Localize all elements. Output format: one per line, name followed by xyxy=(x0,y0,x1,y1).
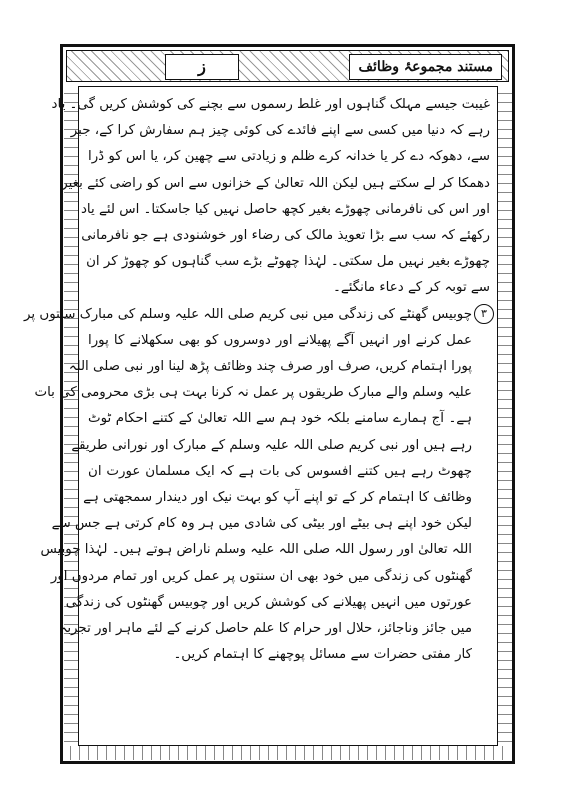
page-header xyxy=(66,50,509,82)
item-number-badge: ۳ xyxy=(474,304,494,324)
text-line: وظائف کا اہتمام کر کے تو اپنے آپ کو بہت نیک اور دیندار سمجھتی ہے xyxy=(83,490,472,506)
paragraph-2 xyxy=(24,302,490,669)
text-line: سے توبہ کر کے دعاء مانگئے۔ xyxy=(333,280,490,296)
text-line: عورتوں میں انہیں پھیلانے کی کوشش کریں اور چوبیس گھنٹوں کی زندگی xyxy=(65,594,472,610)
book-title: مستند مجموعۂ وظائف xyxy=(349,54,502,80)
text-line: ہے۔ آج ہمارے سامنے بلکہ خود ہم سے اللہ تعالیٰ کے کتنے احکام ٹوٹ xyxy=(88,411,472,427)
text-line: غیبت جیسے مہلک گناہوں اور غلط رسموں سے بچنے کی کوشش کریں گی۔ یاد xyxy=(51,97,490,112)
text-line: چھوڑے بغیر نہیں مل سکتی۔ لہٰذا چھوٹے بڑے سب گناہوں کو چھوڑ کر ان xyxy=(86,254,490,270)
text-line: کار مفتی حضرات سے مسائل پوچھنے کا اہتمام کریں۔ xyxy=(173,647,472,663)
text-line: علیہ وسلم والے مبارک طریقوں پر عمل نہ کرنا بہت ہی بڑی محرومی کی بات xyxy=(34,385,472,401)
text-line: سے، دھوکہ دے کر یا خدانہ کرے ظلم و زیادتی سے چھین کر، یا اس کو ڈرا xyxy=(88,149,490,165)
text-line: رہے ہیں اور نبی کریم صلی اللہ علیہ وسلم کے مبارک اور نورانی طریقے xyxy=(71,437,472,453)
border-ornament-bottom xyxy=(66,746,509,760)
border-ornament-right xyxy=(498,86,512,746)
text-line: اور اس کی نافرمانی چھوڑے بغیر کچھ حاصل نہیں کیا جاسکتا۔ اس لئے یاد xyxy=(80,201,490,217)
page-body xyxy=(24,92,490,742)
page-letter: ز xyxy=(165,54,239,80)
text-line: پورا اہتمام کریں، صرف اور صرف چند وظائف پڑھ لینا اور نبی صلی اللہ xyxy=(68,359,472,375)
text-line: چوبیس گھنٹے کی زندگی میں نبی کریم صلی اللہ علیہ وسلم کی مبارک سنتوں پر xyxy=(24,306,472,322)
text-line: رہے کہ دنیا میں کسی سے اپنے فائدے کی کوئی چیز ہم سفارش کرا کے، جبر xyxy=(70,123,490,139)
text-line: عمل کرنے اور انہیں آگے پھیلانے اور دوسروں کو بھی سکھلانے کا پورا xyxy=(88,332,472,348)
paragraph-1 xyxy=(51,92,490,302)
text-line: میں جائز وناجائز، حلال اور حرام کا علم حاصل کرنے کے لئے ماہر اور تجربہ xyxy=(59,621,472,637)
text-line: گھنٹوں کی زندگی میں خود بھی ان سنتوں پر عمل کریں اور تمام مردوں اور xyxy=(50,568,472,584)
text-line: دھمکا کر لے سکتے ہیں لیکن اللہ تعالیٰ کے خزانوں سے اس کو راضی کئے بغیر xyxy=(61,175,490,191)
text-line: رکھئے کہ سب سے بڑا تعویذ مالک کی رضاء اور خوشنودی ہے جو نافرمانی xyxy=(81,228,490,244)
text-line: لیکن خود اپنے ہی بیٹے اور بیٹی کی شادی میں ہر وہ کام کرتی ہے جس سے xyxy=(51,516,472,532)
text-line: اللہ تعالیٰ اور رسول اللہ صلی اللہ علیہ وسلم ناراض ہوتے ہیں۔ لہٰذا چوبیس xyxy=(40,542,472,558)
text-line: چھوٹ رہے ہیں کتنے افسوس کی بات ہے کہ ایک مسلمان عورت ان xyxy=(88,463,472,479)
